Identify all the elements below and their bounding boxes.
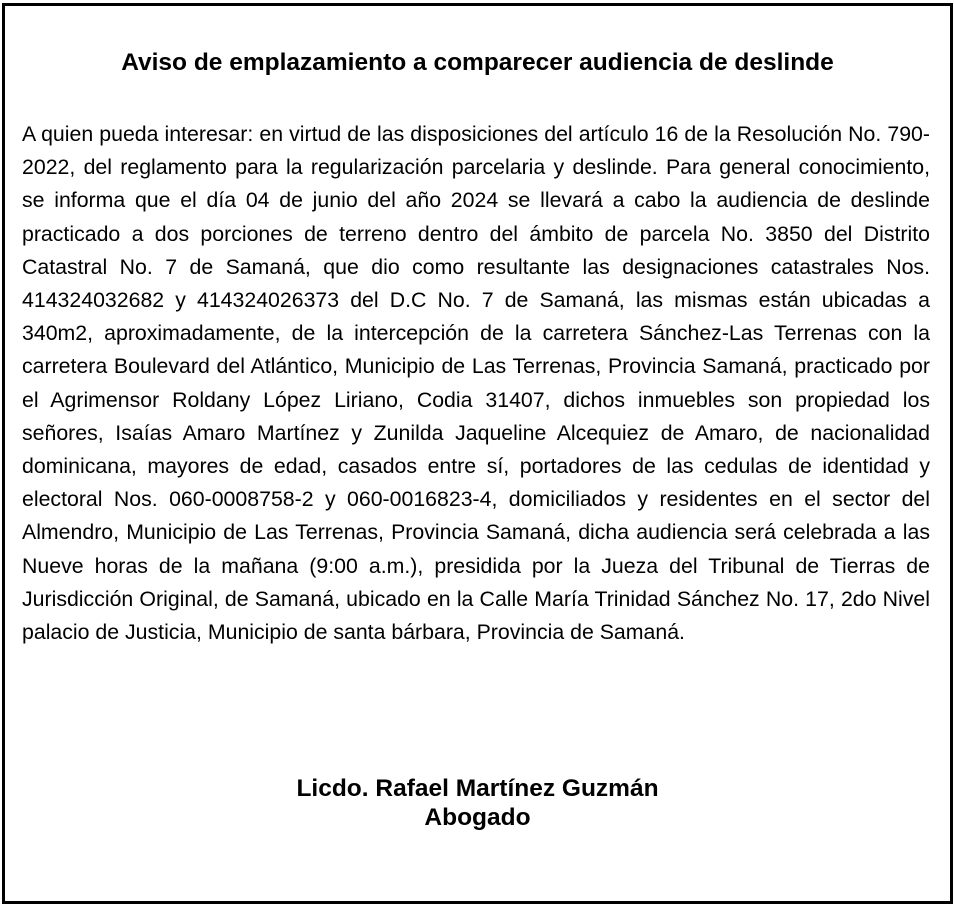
notice-title: Aviso de emplazamiento a comparecer audiencia de deslinde bbox=[121, 49, 834, 76]
signatory-title: Abogado bbox=[424, 804, 531, 831]
signature-block bbox=[5, 774, 950, 832]
legal-notice-box bbox=[2, 3, 953, 904]
signatory-name: Licdo. Rafael Martínez Guzmán bbox=[296, 775, 659, 802]
notice-body: A quien pueda interesar: en virtud de las disposiciones del artículo 16 de la Resolución No. 790-2022, del reglamento para la regularización parcelaria y deslinde. Para general conocimiento, se informa que el día 04 de junio del año 2024 se llevará a cabo la audiencia de deslinde practicado a dos porciones de terreno dentro del ámbito de parcela No. 3850 del Distrito Catastral No. 7 de Samaná, que dio como resultante las designaciones catastrales Nos. 414324032682 y 414324026373 del D.C No. 7 de Samaná, las mismas están ubicadas a 340m2, aproximadamente, de la intercepción de la carretera Sánchez-Las Terrenas con la carretera Boulevard del Atlántico, Municipio de Las Terrenas, Provincia Samaná, practicado por el Agrimensor Roldany López Liriano, Codia 31407, dichos inmuebles son propiedad los señores, Isaías Amaro Martínez y Zunilda Jaqueline Alcequiez de Amaro, de nacionalidad dominicana, mayores de edad, casados entre sí, portadores de las cedulas de identidad y electoral Nos. 060-0008758-2 y 060-0016823-4, domiciliados y residentes en el sector del Almendro, Municipio de Las Terrenas, Provincia Samaná, dicha audiencia será celebrada a las Nueve horas de la mañana (9:00 a.m.), presidida por la Jueza del Tribunal de Tierras de Jurisdicción Original, de Samaná, ubicado en la Calle María Trinidad Sánchez No. 17, 2do Nivel palacio de Justicia, Municipio de santa bárbara, Provincia de Samaná. bbox=[22, 122, 930, 645]
